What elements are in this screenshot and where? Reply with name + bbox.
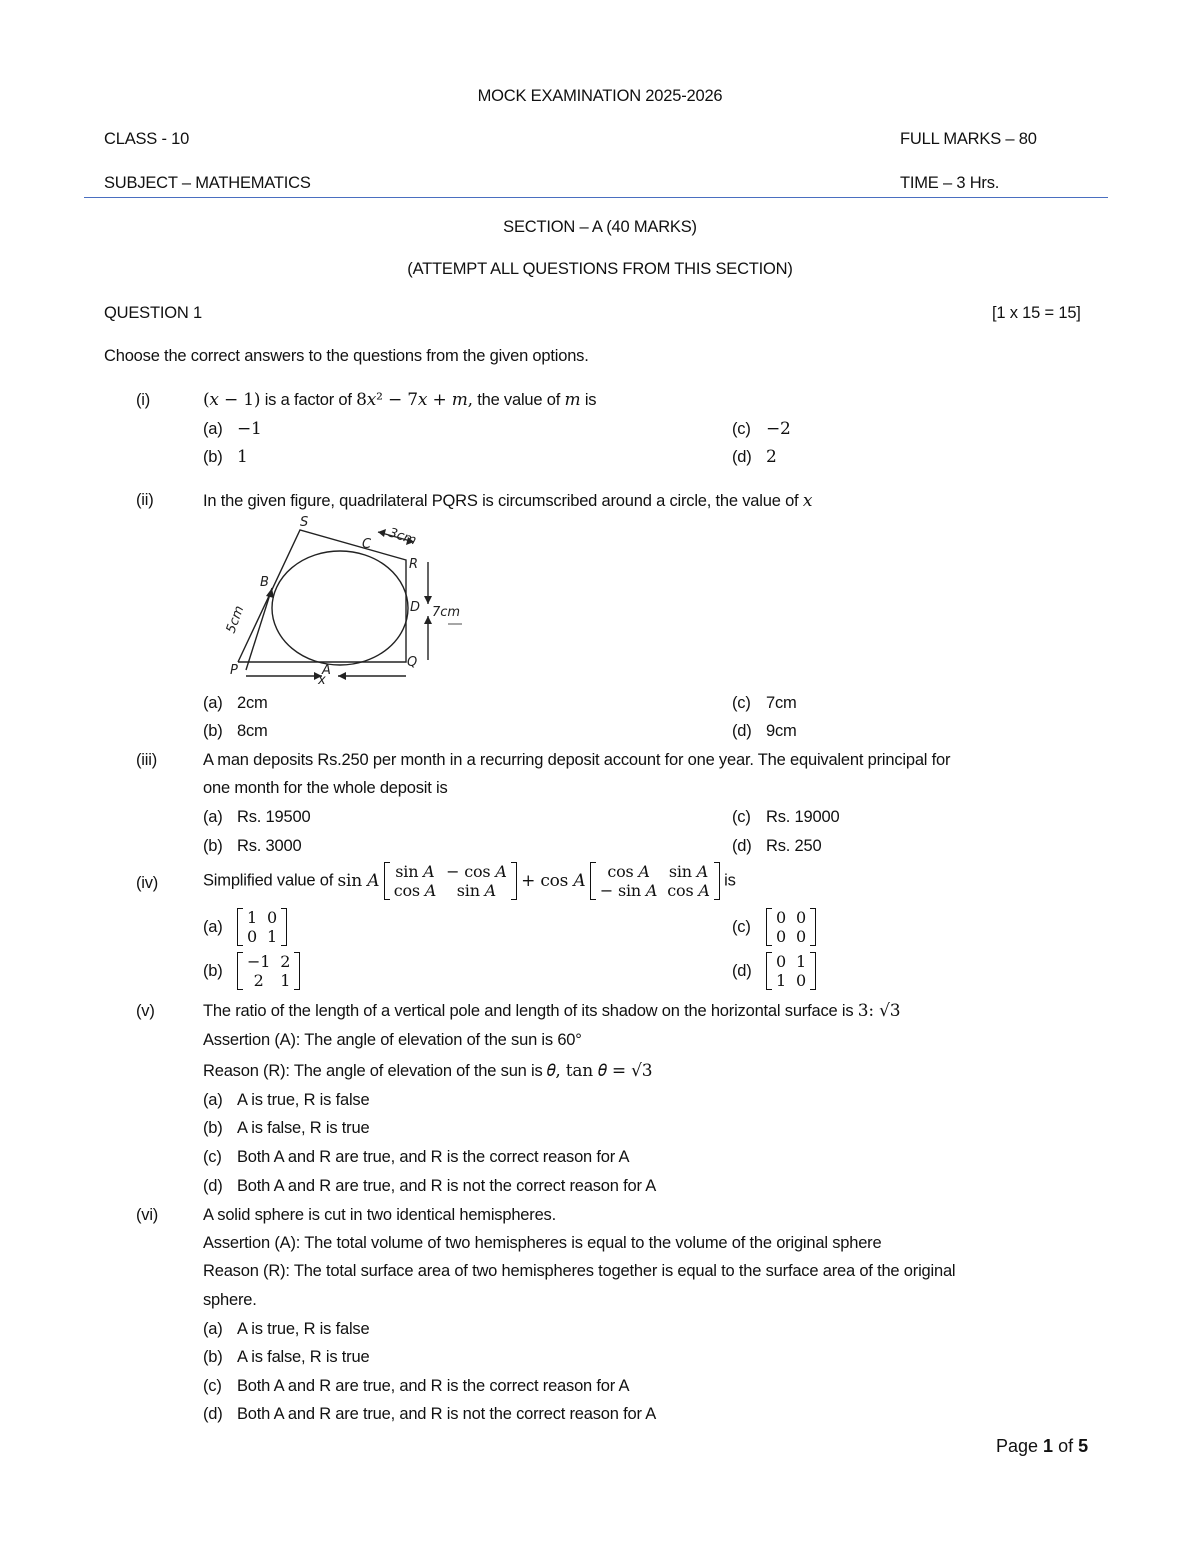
quadrilateral-pqrs xyxy=(238,530,406,662)
label-d: D xyxy=(410,600,421,615)
q-vi-option-b: (b) A is false, R is true xyxy=(203,1348,370,1366)
q-i-number: (i) xyxy=(136,391,151,409)
q-ii-number: (ii) xyxy=(136,491,154,509)
arrow-5cm xyxy=(246,588,272,670)
full-marks-label: FULL MARKS – 80 xyxy=(900,130,1037,148)
q-vi-statement: A solid sphere is cut in two identical hemispheres. xyxy=(203,1206,556,1224)
quadrilateral-circle-figure xyxy=(200,512,480,692)
question-1-marks: [1 x 15 = 15] xyxy=(992,304,1081,322)
label-b: B xyxy=(260,575,269,590)
q-iv-option-a: (a) 1 0 0 1 xyxy=(203,908,287,946)
label-c: C xyxy=(362,537,372,552)
label-5cm: 5cm xyxy=(223,603,248,636)
q-vi-assertion: Assertion (A): The total volume of two hemispheres is equal to the volume of the original sphere xyxy=(203,1234,882,1252)
label-x: x xyxy=(318,673,326,688)
q-iv-number: (iv) xyxy=(136,874,159,892)
q-v-assertion: Assertion (A): The angle of elevation of the sun is 60° xyxy=(203,1031,582,1049)
arrowhead xyxy=(378,529,386,537)
q-ii-option-a: (a) 2cm xyxy=(203,694,268,712)
label-7cm: 7cm xyxy=(432,605,461,620)
inscribed-circle xyxy=(272,551,408,665)
q-v-option-c: (c) Both A and R are true, and R is the correct reason for A xyxy=(203,1148,630,1166)
q-vi-option-c: (c) Both A and R are true, and R is the correct reason for A xyxy=(203,1377,630,1395)
q-vi-reason-line2: sphere. xyxy=(203,1291,257,1309)
q-iv-option-d: (d) 0 1 1 0 xyxy=(732,952,816,990)
q-v-number: (v) xyxy=(136,1002,155,1020)
arrowhead xyxy=(424,596,432,604)
q-iii-option-c: (c) Rs. 19000 xyxy=(732,808,840,826)
matrix-2: cos 𝐴 sin 𝐴 − sin 𝐴 cos 𝐴 xyxy=(590,862,720,900)
q-vi-option-a: (a) A is true, R is false xyxy=(203,1320,370,1338)
q-iii-text-line2: one month for the whole deposit is xyxy=(203,779,448,797)
question-1-label: QUESTION 1 xyxy=(104,304,202,322)
section-instruction: (ATTEMPT ALL QUESTIONS FROM THIS SECTION) xyxy=(407,260,793,278)
label-a: A xyxy=(322,663,331,678)
arrowhead xyxy=(338,672,346,680)
arrowhead xyxy=(424,616,432,624)
time-label: TIME – 3 Hrs. xyxy=(900,174,1000,192)
exam-title: MOCK EXAMINATION 2025-2026 xyxy=(477,87,723,105)
q-i-option-a: (a) −1 xyxy=(203,419,262,439)
class-label: CLASS - 10 xyxy=(104,130,190,148)
q-vi-reason-line1: Reason (R): The total surface area of two hemispheres together is equal to the surface area of the original xyxy=(203,1262,956,1280)
label-q: Q xyxy=(407,655,418,670)
label-s: S xyxy=(300,515,309,530)
q-iii-text-line1: A man deposits Rs.250 per month in a recurring deposit account for one year. The equivalent principal for xyxy=(203,751,951,769)
q-vi-option-d: (d) Both A and R are true, and R is not the correct reason for A xyxy=(203,1405,657,1423)
matrix-1: sin 𝐴 − cos 𝐴 cos 𝐴 sin 𝐴 xyxy=(384,862,517,900)
q-v-statement: The ratio of the length of a vertical pole and length of its shadow on the horizontal surface is 3: √3 xyxy=(203,1001,901,1021)
q-i-option-b: (b) 1 xyxy=(203,447,248,467)
label-r: R xyxy=(409,557,419,572)
q-iv-option-b: (b) −1 2 2 1 xyxy=(203,952,300,990)
q-ii-option-d: (d) 9cm xyxy=(732,722,797,740)
q-ii-option-c: (c) 7cm xyxy=(732,694,797,712)
label-p: P xyxy=(230,663,238,678)
q-ii-text: In the given figure, quadrilateral PQRS is circumscribed around a circle, the value of 𝑥 xyxy=(203,491,813,511)
q-iii-option-d: (d) Rs. 250 xyxy=(732,837,822,855)
q-iv-option-c: (c) 0 0 0 0 xyxy=(732,908,816,946)
q-vi-number: (vi) xyxy=(136,1206,159,1224)
page-number: Page 1 of 5 xyxy=(996,1436,1089,1456)
q-v-option-a: (a) A is true, R is false xyxy=(203,1091,370,1109)
subject-label: SUBJECT – MATHEMATICS xyxy=(104,174,311,192)
q-iv-text: Simplified value of sin 𝐴 sin 𝐴 − cos 𝐴 cos 𝐴 sin 𝐴 + cos 𝐴 cos 𝐴 sin 𝐴 − sin 𝐴 cos 𝐴 is xyxy=(203,862,736,900)
q-v-reason: Reason (R): The angle of elevation of the sun is 𝜃, tan 𝜃 = √3 xyxy=(203,1061,653,1081)
label-3cm: 3cm xyxy=(386,525,419,549)
section-title: SECTION – A (40 MARKS) xyxy=(503,218,697,236)
q-iii-number: (iii) xyxy=(136,751,157,769)
q-v-option-b: (b) A is false, R is true xyxy=(203,1119,370,1137)
q-ii-option-b: (b) 8cm xyxy=(203,722,268,740)
q-i-option-d: (d) 2 xyxy=(732,447,777,467)
q-iii-option-a: (a) Rs. 19500 xyxy=(203,808,311,826)
q-iii-option-b: (b) Rs. 3000 xyxy=(203,837,302,855)
q-i-option-c: (c) −2 xyxy=(732,419,791,439)
q-i-text: (𝑥 − 1) is a factor of 8𝑥² − 7𝑥 + 𝑚, the value of 𝑚 is xyxy=(203,390,597,410)
q-v-option-d: (d) Both A and R are true, and R is not the correct reason for A xyxy=(203,1177,657,1195)
question-1-instruction: Choose the correct answers to the questions from the given options. xyxy=(104,347,589,365)
header-divider xyxy=(84,197,1108,198)
